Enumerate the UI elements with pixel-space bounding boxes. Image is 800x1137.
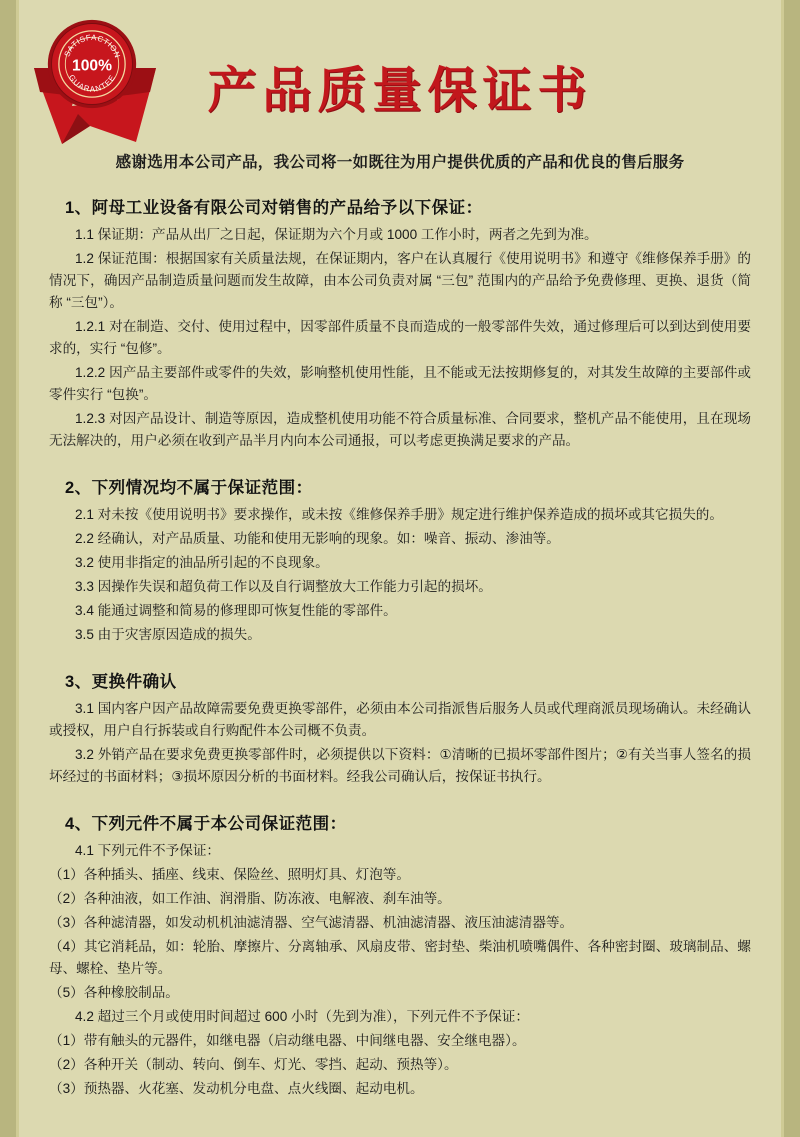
section-1 — [49, 194, 751, 452]
section-4-para-2: 4.2 超过三个月或使用时间超过 600 小时（先到为准），下列元件不予保证： — [75, 1009, 529, 1025]
section-1-para-4: 1.2.2 因产品主要部件或零件的失效，影响整机使用性能，且不能或无法按期修复的，对其发生故障的主要部件或零件实行 “包换”。 — [49, 365, 751, 403]
section-2-heading: 2、下列情况均不属于保证范围： — [65, 479, 313, 498]
section-1-heading: 1、阿母工业设备有限公司对销售的产品给予以下保证： — [65, 199, 483, 217]
section-1-para-1: 1.1 保证期：产品从出厂之日起，保证期为六个月或 1000 工作小时，两者之先到为准。 — [75, 227, 598, 242]
section-3 — [49, 668, 751, 788]
section-4-item-2: （2）各种油液，如工作油、润滑脂、防冻液、电解液、刹车油等。 — [49, 891, 451, 907]
section-2 — [49, 474, 751, 646]
document-subtitle: 感谢选用本公司产品，我公司将一如既往为用户提供优质的产品和优良的售后服务 — [115, 154, 685, 171]
section-2-para-3: 3.2 使用非指定的油品所引起的不良现象。 — [75, 555, 329, 571]
document-body — [19, 0, 781, 1137]
section-4-item-8: （3）预热器、火花塞、发动机分电盘、点火线圈、起动电机。 — [49, 1081, 424, 1097]
section-1-para-5: 1.2.3 对因产品设计、制造等原因，造成整机使用功能不符合质量标准、合同要求，整机产品不能使用，且在现场无法解决的，用户必须在收到产品半月内向本公司通报，可以考虑更换满足要求的产品。 — [49, 411, 751, 449]
section-1-para-3: 1.2.1 对在制造、交付、使用过程中，因零部件质量不良而造成的一般零部件失效，通过修理后可以到达到使用要求的，实行 “包修”。 — [49, 319, 751, 357]
section-3-para-2: 3.2 外销产品在要求免费更换零部件时，必须提供以下资料：①清晰的已损坏零部件图片；②有关当事人签名的损坏经过的书面材料；③损坏原因分析的书面材料。经我公司确认后，按保证书执行。 — [49, 747, 751, 785]
svg-text:GUARANTEE: GUARANTEE — [66, 72, 118, 94]
section-2-para-5: 3.4 能通过调整和简易的修理即可恢复性能的零部件。 — [75, 603, 397, 619]
svg-text:100%: 100% — [72, 57, 112, 75]
section-4-item-7: （2）各种开关（制动、转向、倒车、灯光、零挡、起动、预热等）。 — [49, 1057, 458, 1073]
section-2-para-2: 2.2 经确认，对产品质量、功能和使用无影响的现象。如：噪音、振动、渗油等。 — [75, 531, 560, 547]
section-2-para-4: 3.3 因操作失误和超负荷工作以及自行调整放大工作能力引起的损坏。 — [75, 579, 492, 595]
section-3-para-1: 3.1 国内客户因产品故障需要免费更换零部件，必须由本公司指派售后服务人员或代理商派员现场确认。未经确认或授权，用户自行拆装或自行购配件本公司概不负责。 — [49, 701, 751, 739]
section-4-heading: 4、下列元件不属于本公司保证范围： — [65, 815, 347, 834]
section-4-item-4: （4）其它消耗品，如：轮胎、摩擦片、分离轴承、风扇皮带、密封垫、柴油机喷嘴偶件、各种密封圈、玻璃制品、螺母、螺栓、垫片等。 — [49, 939, 751, 977]
left-border-stripe — [0, 0, 16, 1137]
page-title: 产品质量保证书 — [207, 63, 593, 118]
section-3-heading: 3、更换件确认 — [65, 673, 177, 692]
right-inner-stripe — [781, 0, 784, 1137]
section-2-para-1: 2.1 对未按《使用说明书》要求操作，或未按《维修保养手册》规定进行维护保养造成的损坏或其它损失的。 — [75, 507, 723, 523]
section-4-item-1: （1）各种插头、插座、线束、保险丝、照明灯具、灯泡等。 — [49, 867, 410, 883]
section-4-item-3: （3）各种滤清器，如发动机机油滤清器、空气滤清器、机油滤清器、液压油滤清器等。 — [49, 915, 574, 931]
section-2-para-6: 3.5 由于灾害原因造成的损失。 — [75, 627, 261, 643]
section-4-item-5: （5）各种橡胶制品。 — [49, 985, 179, 1001]
section-4 — [49, 810, 751, 1100]
section-4-para-1: 4.1 下列元件不予保证： — [75, 843, 221, 859]
svg-text:SATISFACTION: SATISFACTION — [62, 32, 123, 60]
section-1-para-2: 1.2 保证范围：根据国家有关质量法规，在保证期内，客户在认真履行《使用说明书》和遵守《维修保养手册》的情况下，确因产品制造质量问题而发生故障，由本公司负责对属 “三包” 范围内的产品给予免费修理、更换、退货（简称 “三包”）。 — [49, 251, 751, 311]
section-4-item-6: （1）带有触头的元器件，如继电器（启动继电器、中间继电器、安全继电器）。 — [49, 1033, 526, 1049]
right-border-stripe — [784, 0, 800, 1137]
